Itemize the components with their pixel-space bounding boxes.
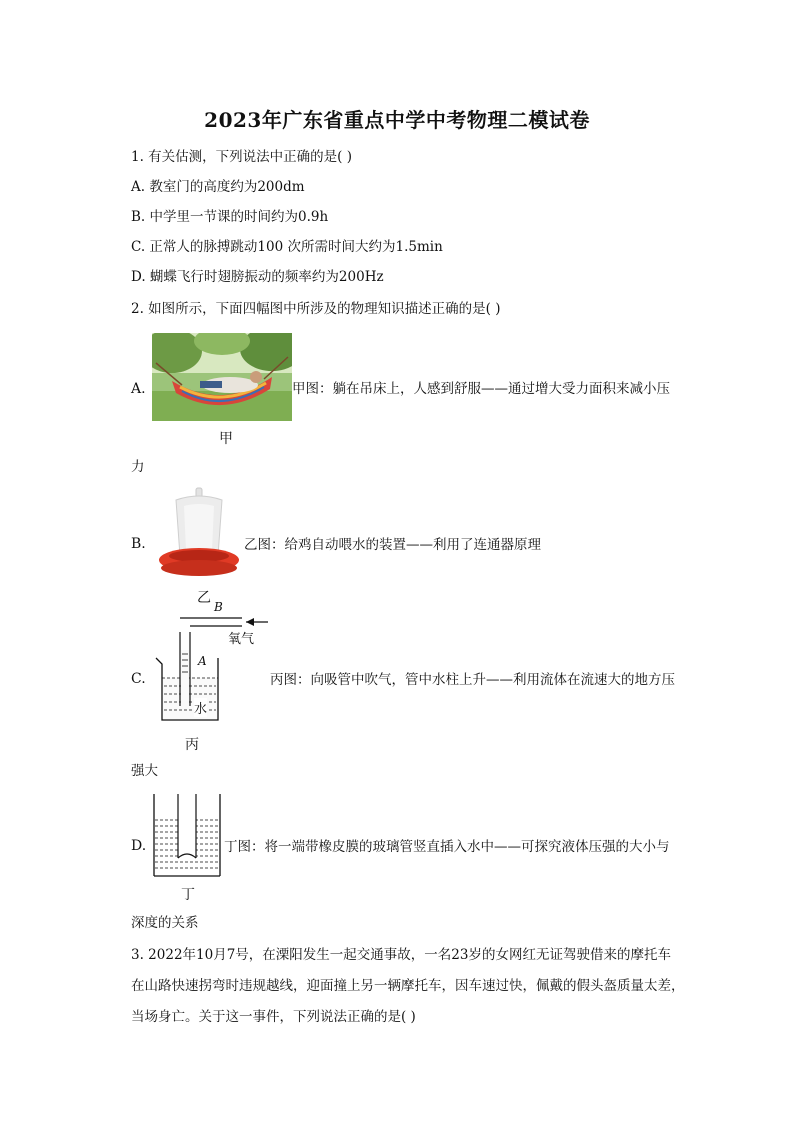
q2-option-b-text: 乙图：给鸡自动喂水的装置——利用了连通器原理 (244, 537, 541, 553)
page-title: 2023年广东省重点中学中考物理二模试卷 (204, 108, 590, 132)
q2-option-d-label: D. (131, 838, 147, 854)
water-label: 水 (194, 698, 207, 717)
q2-option-d-text: 丁图：将一端带橡皮膜的玻璃管竖直插入水中——可探究液体压强的大小与 (224, 839, 670, 855)
q2-option-d-continuation: 深度的关系 (131, 915, 199, 931)
figure-caption-jia: 甲 (219, 431, 233, 447)
q2-option-b-label: B. (131, 536, 146, 552)
q2-option-c-label: C. (131, 671, 146, 687)
rubber-membrane-tube-diagram (150, 792, 224, 878)
q1-stem: 1. 有关估测，下列说法中正确的是( ) (131, 149, 352, 165)
q1-option-b: B. 中学里一节课的时间约为0.9h (131, 209, 329, 225)
q1-option-d: D. 蝴蝶飞行时翅膀振动的频率约为200Hz (131, 269, 384, 285)
chicken-waterer-photo (154, 484, 244, 580)
q1-option-c: C. 正常人的脉搏跳动100 次所需时间大约为1.5min (131, 239, 443, 255)
q3-stem-line-2: 在山路快速拐弯时违规越线，迎面撞上另一辆摩托车，因车速过快，佩戴的假头盔质量太差， (131, 978, 685, 994)
q2-option-c-continuation: 强大 (131, 763, 158, 779)
point-a-label: A (198, 654, 207, 668)
straw-diagram (148, 602, 272, 728)
figure-caption-bing: 丙 (185, 737, 199, 753)
hammock-photo (152, 333, 292, 421)
q2-option-a-continuation: 力 (131, 459, 145, 475)
figure-caption-yi: 乙 (197, 590, 211, 606)
q2-option-a-text: 甲图：躺在吊床上，人感到舒服——通过增大受力面积来减小压 (292, 381, 670, 397)
point-b-label: B (214, 600, 223, 614)
q2-option-a-label: A. (131, 381, 146, 397)
q3-stem-line-1: 3. 2022年10月7号，在溧阳发生一起交通事故，一名23岁的女网红无证驾驶借来的摩托车 (131, 947, 671, 963)
q1-option-a: A. 教室门的高度约为200dm (131, 179, 305, 195)
figure-caption-ding: 丁 (181, 887, 195, 903)
q3-stem-line-3: 当场身亡。关于这一事件，下列说法正确的是( ) (131, 1009, 416, 1025)
q2-option-c-text: 丙图：向吸管中吹气，管中水柱上升——利用流体在流速大的地方压 (270, 672, 675, 688)
q2-stem: 2. 如图所示，下面四幅图中所涉及的物理知识描述正确的是( ) (131, 301, 501, 317)
oxygen-label: 氧气 (228, 632, 255, 647)
